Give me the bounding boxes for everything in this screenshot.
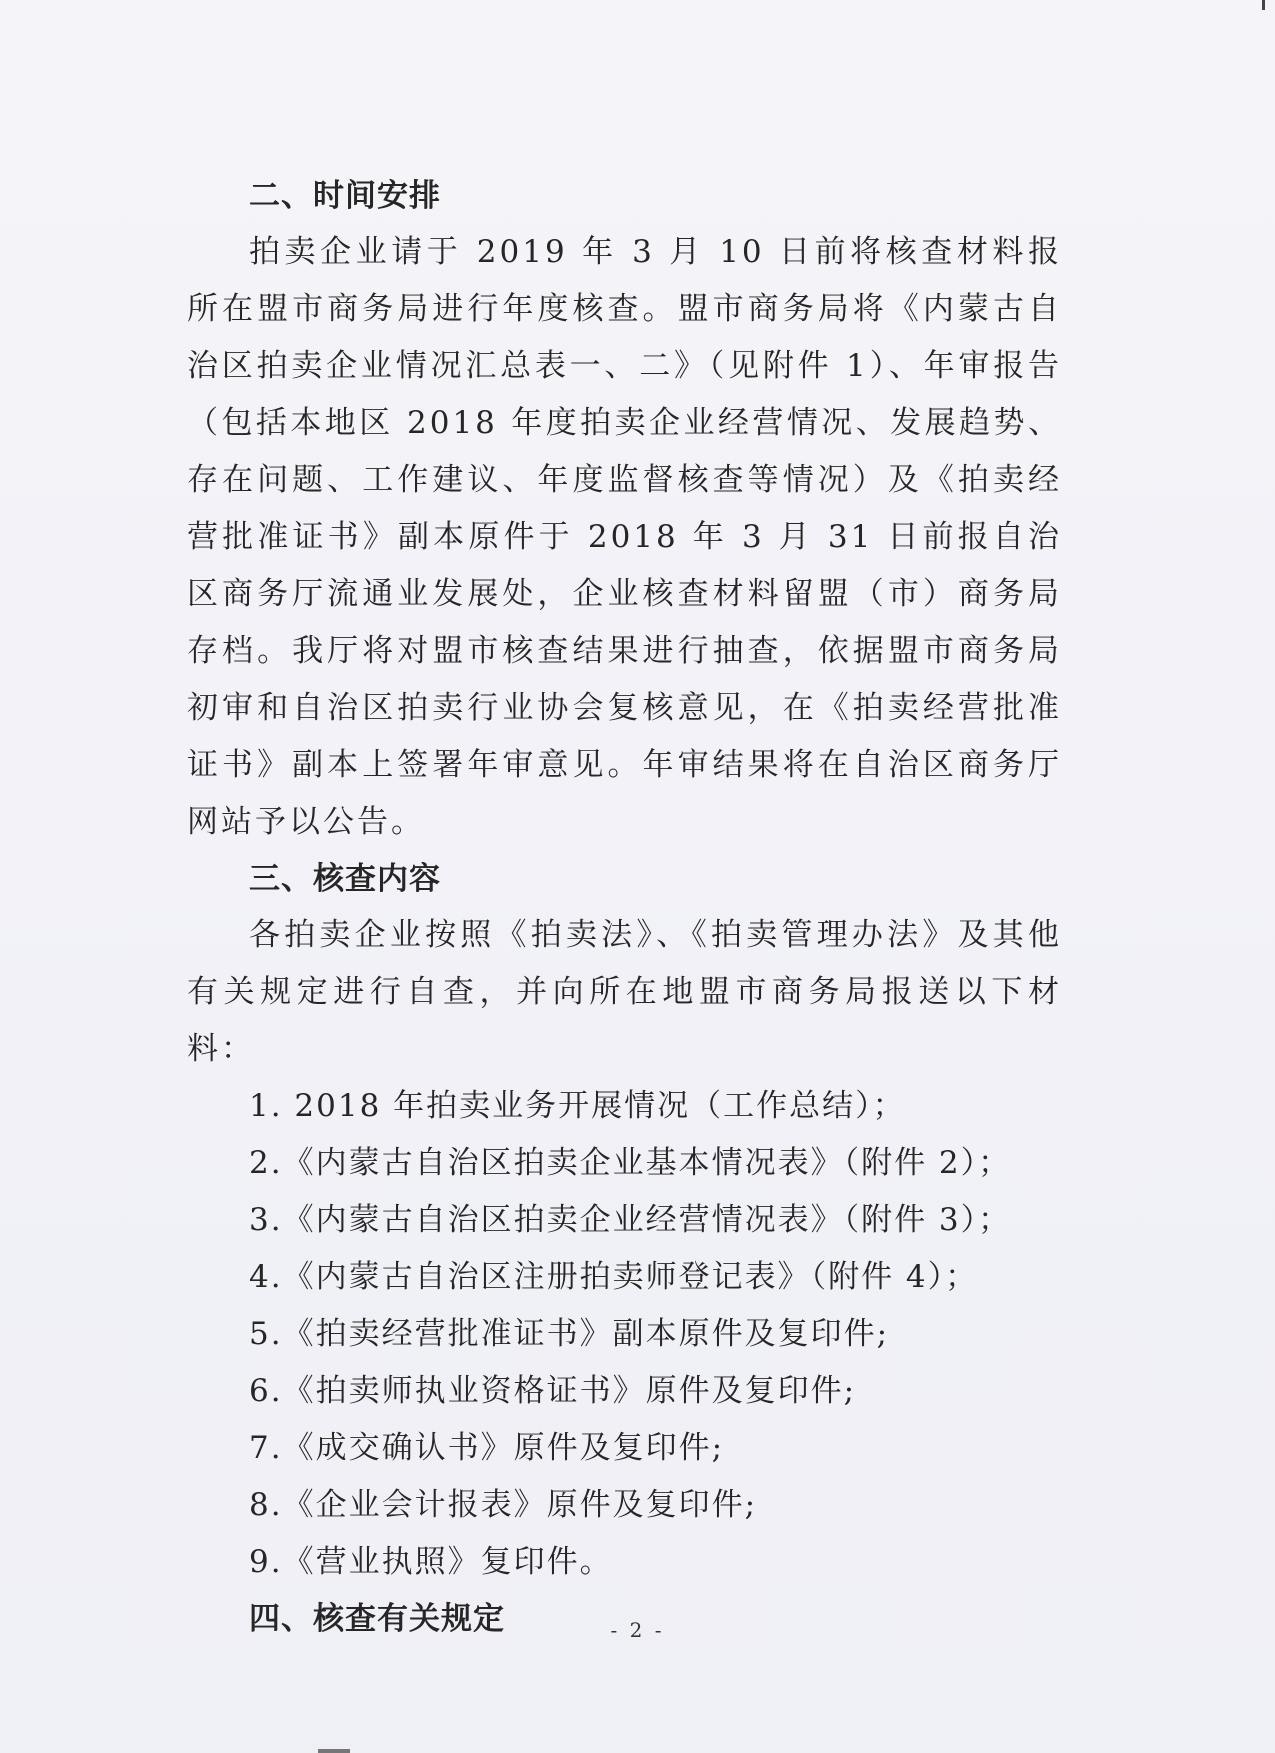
scan-edge-mark [1262,0,1265,10]
section-heading-rules: 四、核查有关规定 [249,1601,505,1637]
content-paragraph: 各拍卖企业按照《拍卖法》、《拍卖管理办法》及其他有关规定进行自查，并向所在地盟市商务局报送以下材料： [187,917,1062,1067]
list-item: 2.《内蒙古自治区拍卖企业基本情况表》（附件 2）； [249,1145,1012,1181]
list-item: 4.《内蒙古自治区注册拍卖师登记表》（附件 4）； [249,1259,979,1295]
list-item: 7.《成交确认书》原件及复印件; [249,1430,725,1466]
document-body [187,168,1062,1647]
page-number: - 2 - [610,1618,665,1642]
list-item: 1. 2018 年拍卖业务开展情况（工作总结）； [249,1088,906,1124]
section-heading-schedule: 二、时间安排 [249,178,441,214]
list-item: 8.《企业会计报表》原件及复印件; [249,1487,758,1523]
scan-bottom-mark [318,1749,350,1753]
section-heading-content: 三、核查内容 [249,861,441,897]
list-item: 5.《拍卖经营批准证书》副本原件及复印件; [249,1316,890,1352]
materials-list [187,1078,1062,1591]
schedule-paragraph: 拍卖企业请于 2019 年 3 月 10 日前将核查材料报所在盟市商务局进行年度核查。盟市商务局将《内蒙古自治区拍卖企业情况汇总表一、二》（见附件 1）、年审报告（包括本地区 2018 年度拍卖企业经营情况、发展趋势、存在问题、工作建议、年度监督核查等情况）及《拍卖经营批准证书》副本原件于 2018 年 3 月 31 日前报自治区商务厅流通业发展处，企业核查材料留盟（市）商务局存档。我厅将对盟市核查结果进行抽查，依据盟市商务局初审和自治区拍卖行业协会复核意见，在《拍卖经营批准证书》副本上签署年审意见。年审结果将在自治区商务厅网站予以公告。 [187,234,1062,840]
list-item: 3.《内蒙古自治区拍卖企业经营情况表》（附件 3）； [249,1202,1012,1238]
list-item: 9.《营业执照》复印件。 [249,1544,613,1580]
list-item: 6.《拍卖师执业资格证书》原件及复印件; [249,1373,857,1409]
